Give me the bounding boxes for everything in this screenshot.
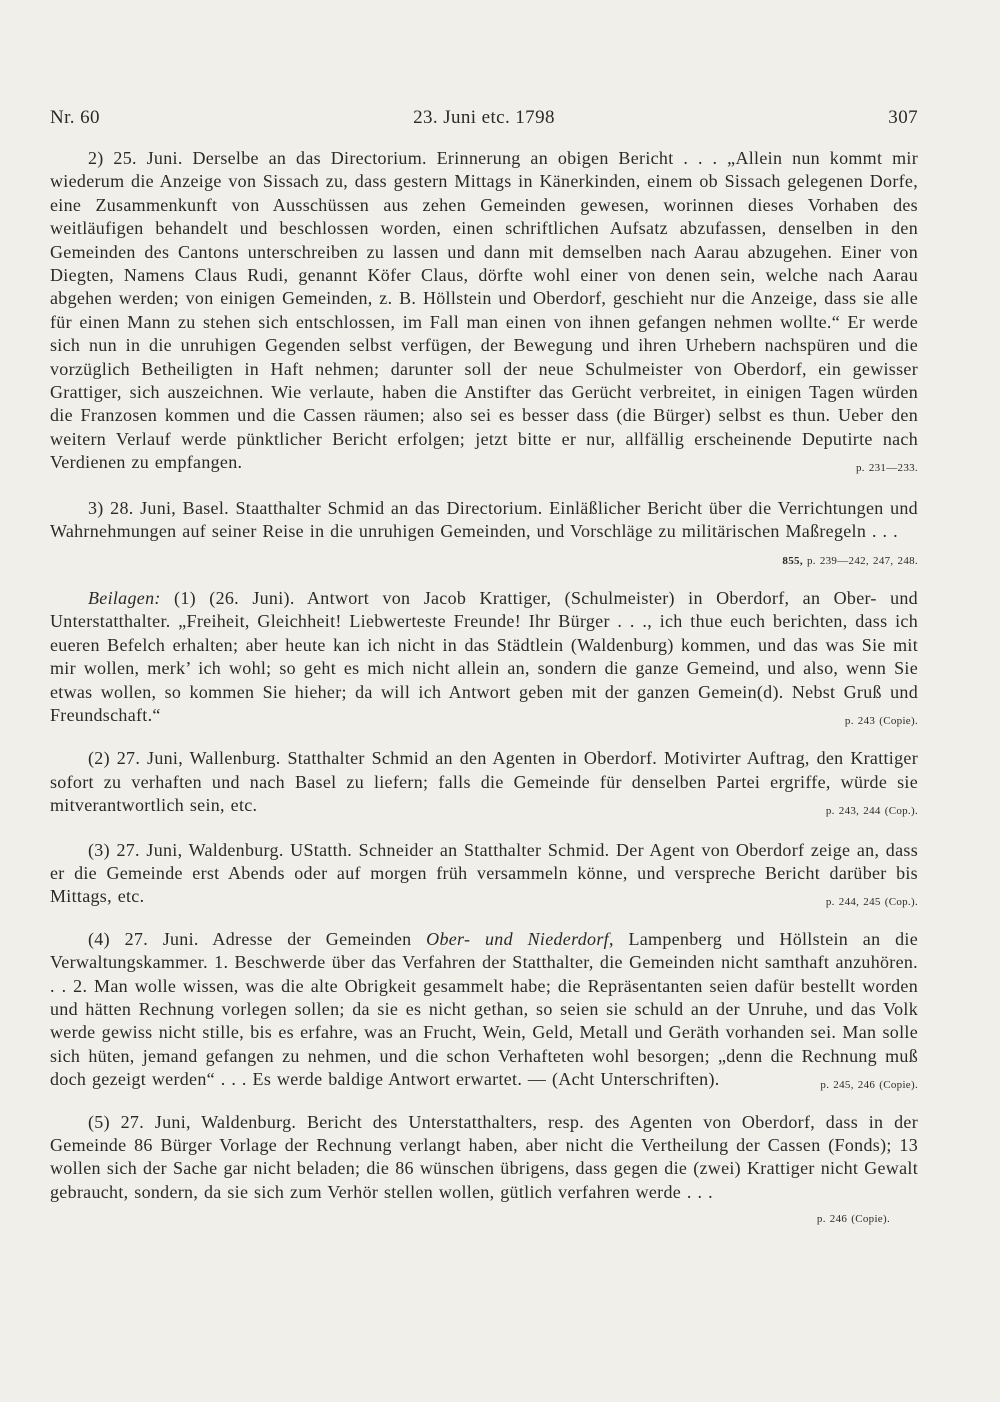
page-reference: p. 246 (Copie). <box>816 1213 890 1226</box>
page-reference: p. 239—242, 247, 248. <box>806 554 918 567</box>
page-reference: p. 231—233. <box>855 462 918 475</box>
page-reference: p. 243, 244 (Cop.). <box>825 805 918 818</box>
entry-beilage-1 <box>50 587 918 733</box>
page-reference-group <box>744 550 918 573</box>
running-header <box>50 107 918 133</box>
entry-text-start: (4) 27. Juni. Adresse der Gemeinden <box>88 928 427 949</box>
page-reference: p. 245, 246 (Copie). <box>820 1079 918 1092</box>
page-number: 307 <box>888 107 918 128</box>
entry-2 <box>50 147 918 481</box>
entry-text: 3) 28. Juni, Basel. Staatthalter Schmid an das Directorium. Einläßlicher Bericht über die Verrichtungen und Wahrnehmungen auf seiner Reise in die unruhigen Gemeinden, und Vorschläge zu militärischen Maßregeln . . . <box>50 497 918 542</box>
entry-beilage-3 <box>50 839 918 915</box>
document-number: Nr. 60 <box>50 107 100 128</box>
entry-beilage-4 <box>50 928 918 1098</box>
page-reference: p. 244, 245 (Cop.). <box>825 896 918 909</box>
entry-text: (3) 27. Juni, Waldenburg. UStatth. Schneider an Statthalter Schmid. Der Agent von Oberdorf zeige an, dass er die Gemeinde erst Abends oder auf morgen früh versammeln könne, und verspreche Bericht darüber bis Mittags, etc. <box>50 839 918 907</box>
entry-text: (2) 27. Juni, Wallenburg. Statthalter Schmid an den Agenten in Oberdorf. Motivirter Auftrag, den Krattiger sofort zu verhaften und nach Basel zu liefern; falls die Gemeinde für denselben Partei ergriffe, würde sie mitverantwortlich sein, etc. <box>50 748 918 816</box>
page-reference: p. 243 (Copie). <box>844 714 918 727</box>
entry-text: 2) 25. Juni. Derselbe an das Directorium. Erinnerung an obigen Bericht . . . „Allein nun kommt mir wiederum die Anzeige von Sissach zu, dass gestern Mittags in Känerkinden, einem ob Sissach gelegenen Dorfe, eine Zusammenkunft von Ausschüssen aus zehen Gemeinden gewesen, worinnen dieses Vorhaben des weitläufigen behandelt und beschlossen worden, einen schriftlichen Aufsatz abzufassen, denselben in den Gemeinden des Cantons unterschreiben zu lassen und dann mit demselben nach Aarau abzugehen. Einer von Diegten, Namens Claus Rudi, genannt Köfer Claus, dörfte wohl einer von denen sein, welche nach Aarau abgehen werden; von einigen Gemeinden, z. B. Höllstein und Oberdorf, geschieht nur die Anzeige, dass sie alle für einen Mann zu stehen sich entschlossen, im Fall man einen von ihnen gefangen nehmen wollte.“ Er werde sich nun in die unruhigen Gegenden selbst verfügen, der Bewegung und ihren Urhebern nachspüren und die vorzüglich Betheiligten in Haft nehmen; darunter soll der neue Schulmeister von Oberdorf, ein gewisser Grattiger, sich auszeichnen. Wie verlaute, haben die Anstifter das Gerücht verbreitet, in einigen Tagen würden die Franzosen kommen und die Cassen räumen; also sei es besser dass (die Bürger) selbst es thun. Ueber den weitern Verlauf werde pünktlicher Bericht erfolgen; jetzt bitte er nur, allfällig erscheinende Deputirte nach Verdienen zu empfangen. <box>50 148 918 473</box>
document-body <box>50 147 918 1232</box>
entry-text: (1) (26. Juni). Antwort von Jacob Krattiger, (Schulmeister) in Oberdorf, an Ober- und Unterstatthalter. „Freiheit, Gleichheit! Liebwerteste Freunde! Ihr Bürger . . ., ich thue euch berichten, dass ich eueren Befelch erhalten; aber heute kan ich nicht in das Städtlein (Waldenburg) kommen, und das was Sie mit mir wollen, merk’ ich wohl; so geht es mich nicht allein an, sondern die ganze Gemeind, und also, wenn Sie etwas wollen, so kommen Sie hieher; da will ich Antwort geben mit der ganzen Gemein(d). Nebst Gruß und Freundschaft.“ <box>50 587 918 725</box>
entry-beilage-5 <box>50 1111 918 1232</box>
entry-text: (5) 27. Juni, Waldenburg. Bericht des Unterstatthalters, resp. des Agenten von Oberdorf, dass in der Gemeinde 86 Bürger Vorlage der Rechnung verlangt haben, aber nicht die Vertheilung der Cassen (Fonds); 13 wollen sich der Sache gar nicht beladen; die 86 wünschen übrigens, dass gegen die (zwei) Krattiger nicht Gewalt gebraucht, sondern, da sie sich zum Verhör stellen wollen, gütlich verfahren werde . . . <box>50 1111 918 1202</box>
entry-3 <box>50 497 918 573</box>
header-date: 23. Juni etc. 1798 <box>413 107 555 128</box>
enclosures-label: Beilagen: <box>88 587 161 608</box>
entry-text-end: , Lampenberg und Höllstein an die Verwaltungskammer. 1. Beschwerde über das Verfahren der Statthalter, die Gemeinden nicht samthaft anzuhören. . . 2. Man wolle wissen, was die alte Obrigkeit gesammelt habe; die Repräsentanten seien dafür bestellt worden und hätten Rechnung vorlegen sollen; da sie es nicht gethan, so seien sie schuld an der Unruhe, und das Volk werde gewiss nicht stille, bis es erfahre, was an Frucht, Wein, Geld, Metall und Geräth vorhanden sei. Man solle sich hüten, jemand gefangen zu nehmen, und die schon Verhafteten wohl besorgen; „denn die Rechnung muß doch gezeigt werden“ . . . Es werde baldige Antwort erwartet. — (Acht Unterschriften). <box>50 928 918 1090</box>
entry-beilage-2 <box>50 747 918 823</box>
entry-text-italic: Ober- und Niederdorf <box>426 928 609 949</box>
reference-number: 855, <box>782 554 803 567</box>
